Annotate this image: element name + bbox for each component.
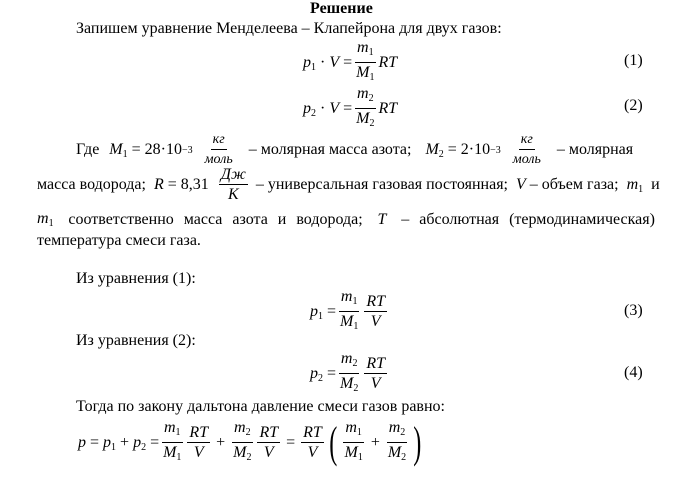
r-unit-den: К — [228, 186, 239, 203]
r-unit-num: Дж — [220, 166, 246, 183]
equation-2-number: (2) — [624, 97, 643, 114]
m2-value: 2·10 — [460, 141, 491, 158]
line3-text: соответственно масса азота и водорода; — [68, 210, 363, 228]
where-line-1: Где $M_1$ = 28·10 −3 $\frac{кг}{\text{моль}}$ – молярная масса азота; $M_2$ = 2·10 −3 $\frac{кг}{\text{моль}}$ – молярная — [76, 132, 634, 167]
where-line-4: температура смеси газа. — [37, 232, 201, 249]
m1-exponent: −3 — [181, 144, 193, 156]
equation-3-number: (3) — [624, 302, 643, 319]
equation-1: $p_1 \cdot V$ = $\frac{m_1}{M_1}$ RT — [303, 39, 398, 83]
v-description: – объем газа; — [529, 176, 619, 193]
m2-description: – молярная — [556, 141, 634, 158]
m1-value: 28·10 — [144, 141, 182, 158]
from-eq1-text: Из уравнения (1): — [76, 270, 196, 287]
r-description: – универсальная газовая постоянная; — [255, 176, 508, 193]
m1-unit-den: моль — [204, 152, 233, 167]
m2-unit-den: моль — [512, 152, 541, 167]
from-eq2-text: Из уравнения (2): — [76, 332, 196, 349]
equation-1-number: (1) — [624, 52, 643, 69]
equation-4: $p_2$ = $\frac{m_2}{M_2}$ $\frac{RT}{V}$ — [310, 350, 386, 394]
intro-text: Запишем уравнение Менделеева – Клапейрона для двух газов: — [76, 20, 502, 37]
and-word: и — [651, 176, 660, 193]
t-description: – абсолютная (термодинамическая) — [401, 210, 655, 228]
section-title: Решение — [310, 0, 373, 17]
m1-description: – молярная масса азота; — [248, 141, 412, 158]
where-label: Где — [76, 141, 100, 158]
equation-2: $p_2 \cdot V$ = $\frac{m_2}{M_2}$ RT — [303, 85, 398, 129]
m1-unit-num: кг — [211, 132, 227, 150]
equation-final: $p = p_1 + p_2$ = $\frac{m_1}{M_1}$ $\frac{RT}{V}$ + $\frac{m_2}{M_2}$ $\frac{RT}{V}$ = $\frac{RT}{V}$ ( $\frac{m_1}{M_1}$ + $\frac{m_2}{M_2}$ ) — [78, 418, 422, 467]
r-value: 8,31 — [180, 176, 209, 193]
where-line-3: $m_1$ соответственно масса азота и водорода; T – абсолютная (термодинамическая) — [37, 210, 655, 229]
dalton-text: Тогда по закону дальтона давление смеси газов равно: — [76, 398, 445, 415]
equation-3: $p_1$ = $\frac{m_1}{M_1}$ $\frac{RT}{V}$ — [310, 288, 386, 332]
line2-start: масса водорода; — [37, 176, 146, 193]
m2-unit-num: кг — [519, 132, 535, 150]
where-line-2: масса водорода; R = 8,31 $\frac{Дж}{К}$ – универсальная газовая постоянная; V – объем газа; $m_1$ и — [37, 166, 660, 203]
m2-exponent: −3 — [490, 144, 501, 156]
equation-4-number: (4) — [624, 364, 643, 381]
